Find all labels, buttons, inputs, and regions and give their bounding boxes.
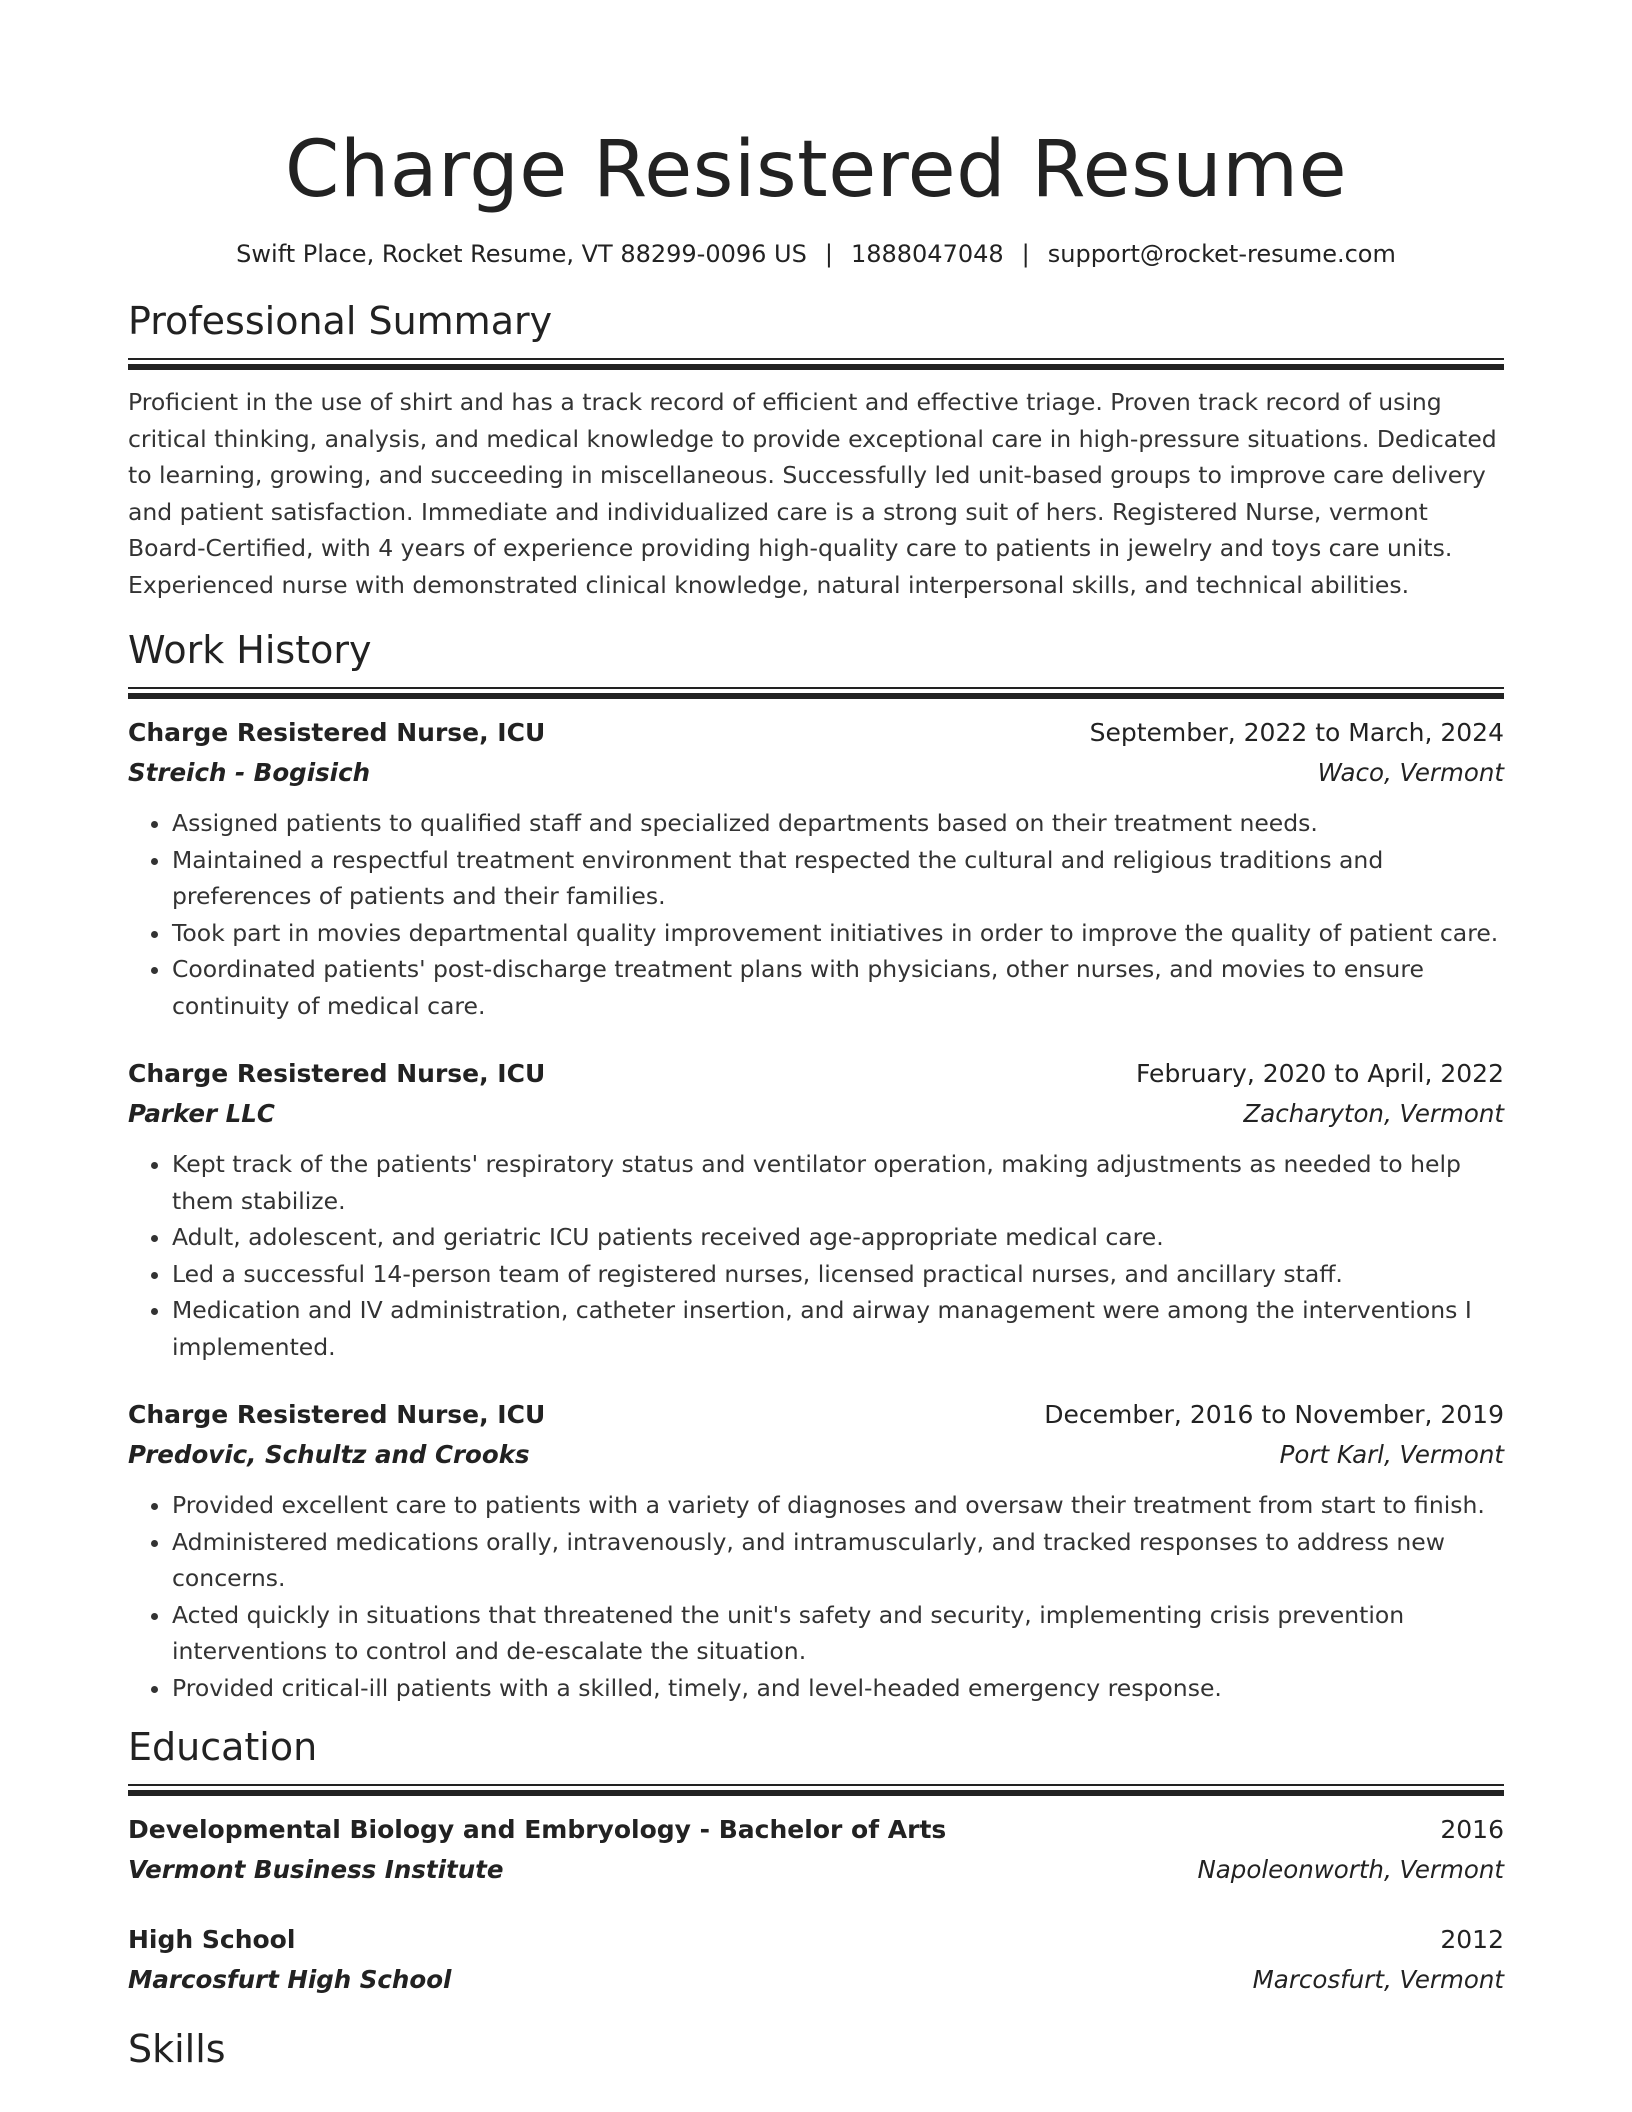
resume-page — [128, 0, 1504, 2074]
job-bullet: • Adult, adolescent, and geriatric ICU patients received age-appropriate medical care. — [172, 1219, 1504, 1256]
job-bullet: • Medication and IV administration, catheter insertion, and airway management were among the interventions I implemented. — [172, 1292, 1504, 1365]
job-location: Zacharyton, Vermont — [1243, 1099, 1504, 1128]
section-divider — [128, 358, 1504, 370]
job-bullet: • Provided excellent care to patients with a variety of diagnoses and oversaw their treatment from start to finish. — [172, 1487, 1504, 1524]
resume-title: Charge Resistered Resume — [284, 125, 1348, 215]
job-bullet: • Kept track of the patients' respiratory status and ventilator operation, making adjustments as needed to help them stabilize. — [172, 1146, 1504, 1219]
education-section — [128, 1722, 1504, 2000]
education-entry — [128, 1810, 1504, 1890]
summary-text: Proficient in the use of shirt and has a track record of efficient and effective triage. Proven track record of using critical thinking, analysis, and medical knowledge to provide exceptional care in high-pressure situations. Dedicated to learning, growing, and succeeding in miscellaneous. Successfully led unit-based groups to improve care delivery and patient satisfaction. Immediate and individualized care is a strong suit of hers. Registered Nurse, vermont Board-Certified, with 4 years of experience providing high-quality care to patients in jewelry and toys care units. Experienced nurse with demonstrated clinical knowledge, natural interpersonal skills, and technical abilities. — [128, 388, 1497, 599]
job-title: Charge Resistered Nurse, ICU — [128, 1059, 546, 1088]
education-degree: High School — [128, 1925, 296, 1954]
job-bullets — [128, 805, 1504, 1024]
skills-section — [128, 2024, 1504, 2074]
education-degree: Developmental Biology and Embryology - Bachelor of Arts — [128, 1815, 947, 1844]
job-bullet: • Led a successful 14-person team of registered nurses, licensed practical nurses, and ancillary staff. — [172, 1256, 1504, 1293]
contact-phone: 1888047048 — [850, 240, 1004, 268]
job-location: Port Karl, Vermont — [1279, 1440, 1504, 1469]
job-bullet: • Acted quickly in situations that threatened the unit's safety and security, implementing crisis prevention interventions to control and de-escalate the situation. — [172, 1597, 1504, 1670]
job-dates: February, 2020 to April, 2022 — [1136, 1059, 1504, 1088]
job-bullets — [128, 1487, 1504, 1706]
job-company: Predovic, Schultz and Crooks — [128, 1440, 530, 1469]
education-location: Marcosfurt, Vermont — [1252, 1965, 1504, 1994]
education-school: Marcosfurt High School — [128, 1965, 452, 1994]
section-divider — [128, 1784, 1504, 1796]
education-year: 2016 — [1440, 1815, 1504, 1844]
section-heading-skills: Skills — [128, 2027, 226, 2071]
job-entry — [128, 713, 1504, 1024]
job-bullet: • Took part in movies departmental quality improvement initiatives in order to improve the quality of patient care. — [172, 915, 1504, 952]
section-heading-education: Education — [128, 1725, 318, 1769]
summary-section — [128, 296, 1504, 603]
section-heading-work: Work History — [128, 628, 372, 672]
contact-email: support@rocket-resume.com — [1047, 240, 1396, 268]
job-bullet: • Assigned patients to qualified staff and specialized departments based on their treatment needs. — [172, 805, 1504, 842]
job-bullet: • Provided critical-ill patients with a skilled, timely, and level-headed emergency response. — [172, 1670, 1504, 1707]
job-dates: December, 2016 to November, 2019 — [1044, 1400, 1504, 1429]
section-heading-summary: Professional Summary — [128, 299, 553, 343]
education-year: 2012 — [1440, 1925, 1504, 1954]
education-entry — [128, 1920, 1504, 2000]
education-location: Napoleonworth, Vermont — [1197, 1855, 1504, 1884]
section-divider — [128, 687, 1504, 699]
job-bullet: • Administered medications orally, intravenously, and intramuscularly, and tracked responses to address new concerns. — [172, 1524, 1504, 1597]
job-bullets — [128, 1146, 1504, 1365]
job-bullet: • Coordinated patients' post-discharge treatment plans with physicians, other nurses, and movies to ensure continuity of medical care. — [172, 951, 1504, 1024]
contact-separator: | — [824, 240, 833, 268]
contact-separator: | — [1021, 240, 1030, 268]
job-company: Streich - Bogisich — [128, 758, 371, 787]
job-dates: September, 2022 to March, 2024 — [1089, 718, 1504, 747]
job-company: Parker LLC — [128, 1099, 275, 1128]
contact-line — [128, 238, 1504, 270]
education-school: Vermont Business Institute — [128, 1855, 504, 1884]
job-location: Waco, Vermont — [1317, 758, 1504, 787]
contact-address: Swift Place, Rocket Resume, VT 88299-0096 US — [236, 240, 807, 268]
job-title: Charge Resistered Nurse, ICU — [128, 1400, 546, 1429]
job-title: Charge Resistered Nurse, ICU — [128, 718, 546, 747]
job-entry — [128, 1395, 1504, 1706]
job-entry — [128, 1054, 1504, 1365]
job-bullet: • Maintained a respectful treatment environment that respected the cultural and religious traditions and preferences of patients and their families. — [172, 842, 1504, 915]
work-section — [128, 625, 1504, 1706]
